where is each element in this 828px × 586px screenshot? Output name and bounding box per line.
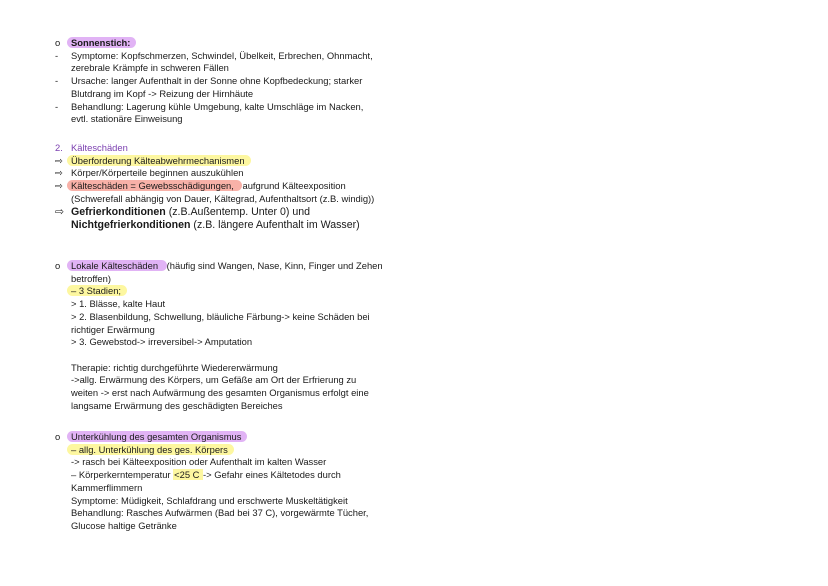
section-kaelteschaeden [55,142,425,233]
item-konditionen [71,206,425,234]
text-line: Behandlung: Lagerung kühle Umgebung, kalte Umschläge im Nacken, [71,100,364,112]
text-line: Therapie: richtig durchgeführte Wiedererwärmung [71,361,278,373]
arrow-icon: ⇨ [55,205,64,218]
circle-bullet: o [55,260,61,271]
text-line: Glucose haltige Getränke [71,519,177,531]
text-line: evtl. stationäre Einweisung [71,113,183,125]
item-auskuehlen: Körper/Körperteile beginnen auszukühlen [71,167,244,179]
circle-bullet: o [55,37,61,48]
section-number: 2. [55,142,63,153]
term-gefrierkonditionen: Gefrierkonditionen [71,205,166,218]
section-lokale-kaelteschaeden [55,260,415,412]
text-fragment: – Körperkerntemperatur [71,469,174,481]
highlight-gewebsschaedigung: Kälteschäden = Gewebsschädigungen, [67,180,242,191]
bullet-symptome [71,50,415,75]
arrow-icon: ⇨ [55,154,63,166]
unterkuehlung-body [55,444,415,533]
text-line: Behandlung: Rasches Aufwärmen (Bad bei 37 C), vorgewärmte Tücher, [71,507,369,519]
item-gewebsschaedigung [71,180,425,205]
highlight-allg-unterkuehlung: – allg. Unterkühlung des ges. Körpers [67,444,234,455]
text-line: betroffen) [71,272,111,284]
lokale-title [71,260,415,285]
arrow-icon: ⇨ [55,167,63,179]
highlight-temperature: <25 C [174,469,203,481]
text-line: Blutdrang im Kopf -> Reizung der Hirnhäute [71,87,254,99]
dash-bullet: - [55,49,59,61]
text-fragment: (z.B. längere Aufenthalt im Wasser) [190,219,360,232]
item-ueberforderung: Überforderung Kälteabwehrmechanismen [67,155,251,166]
dash-bullet: - [55,75,59,87]
unterkuehlung-title: Unterkühlung des gesamten Organismus [67,431,247,442]
text-line: Symptome: Müdigkeit, Schlafdrang und erschwerte Muskeltätigkeit [71,494,348,506]
circle-bullet: o [55,431,61,442]
text-line: zerebrale Krämpfe in schweren Fällen [71,62,229,74]
sonnenstich-title: Sonnenstich: [67,37,136,48]
text-fragment: (z.B.Außentemp. Unter 0) und [165,205,311,218]
text-line: langsame Erwärmung des geschädigten Bereiches [71,399,283,411]
text-line: > 3. Gewebstod-> irreversibel-> Amputation [71,336,253,348]
text-line: -> rasch bei Kälteexposition oder Aufenthalt im kalten Wasser [71,456,327,468]
lokale-body [55,285,415,412]
bullet-behandlung [71,101,415,126]
dash-bullet: - [55,100,59,112]
text-line: > 1. Blässe, kalte Haut [71,298,166,310]
section-unterkuehlung [55,431,415,533]
text-line: Symptome: Kopfschmerzen, Schwindel, Übelkeit, Erbrechen, Ohnmacht, [71,49,373,61]
text-fragment: (häufig sind Wangen, Nase, Kinn, Finger und Zehen [166,260,383,271]
text-line: ->allg. Erwärmung des Körpers, um Gefäße am Ort der Erfrierung zu [71,374,357,386]
section-heading: Kälteschäden [71,142,128,153]
text-line: Ursache: langer Aufenthalt in der Sonne ohne Kopfbedeckung; starker [71,75,363,87]
text-line: richtiger Erwärmung [71,323,155,335]
text-line: (Schwerefall abhängig von Dauer, Kältegrad, Aufenthaltsort (z.B. windig)) [71,192,375,204]
text-line: Kammerflimmern [71,481,143,493]
highlight-stadien: – 3 Stadien; [67,285,127,296]
highlight-lokale: Lokale Kälteschäden [67,260,167,271]
text-fragment: aufgrund Kälteexposition [242,180,346,192]
term-nichtgefrierkonditionen: Nichtgefrierkonditionen [71,219,191,232]
bullet-ursache [71,75,415,100]
text-line: weiten -> erst nach Aufwärmung des gesamten Organismus erfolgt eine [71,387,369,399]
text-fragment: -> Gefahr eines Kältetodes durch [203,469,341,481]
text-line: > 2. Blasenbildung, Schwellung, bläuliche Färbung-> keine Schäden bei [71,310,370,322]
arrow-icon: ⇨ [55,180,63,192]
section-sonnenstich [55,37,415,126]
